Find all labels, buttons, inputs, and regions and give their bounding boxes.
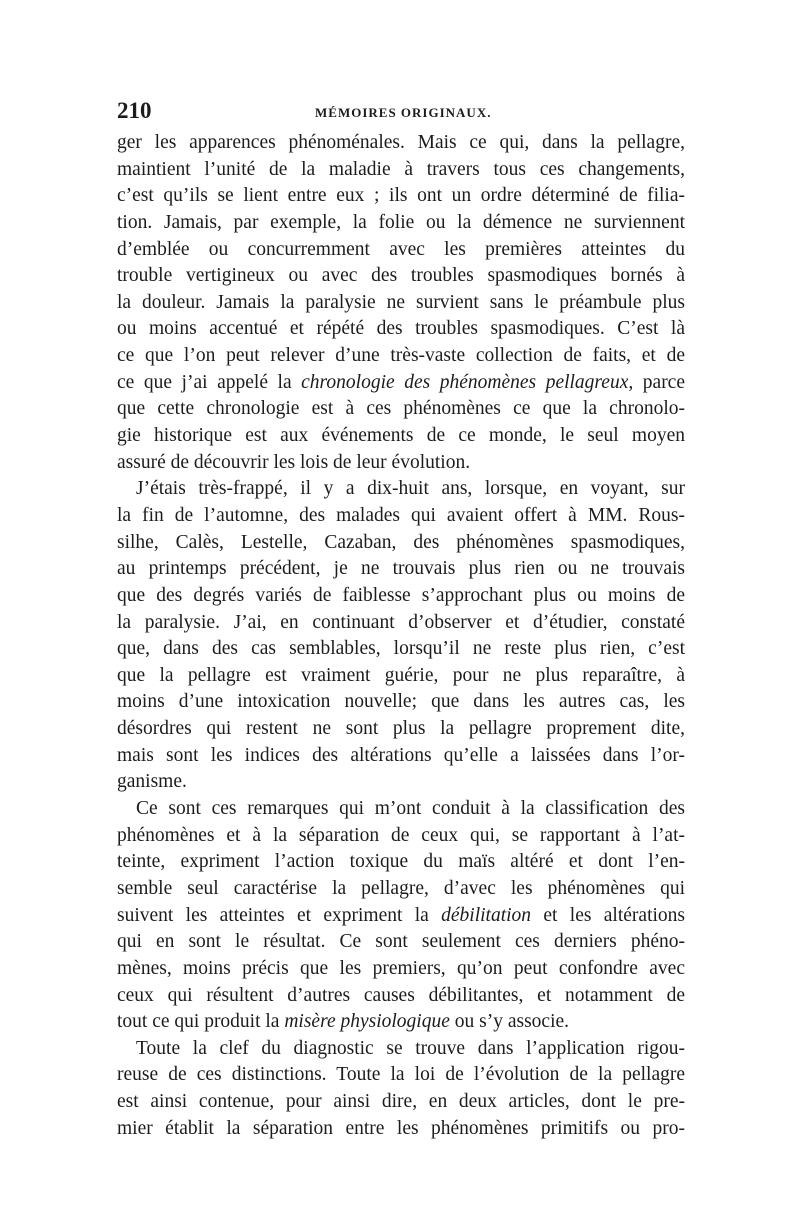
text-segment: tout ce qui produit la [117, 1011, 285, 1033]
text-line: silhe, Calès, Lestelle, Cazaban, des phénomènes spasmodiques, [117, 531, 685, 553]
text-line: semble seul caractérise la pellagre, d’avec les phénomènes qui [117, 877, 685, 899]
running-title: MÉMOIRES ORIGINAUX. [315, 105, 492, 120]
text-line: ceux qui résultent d’autres causes débilitantes, et notamment de [117, 984, 685, 1006]
text-line: gie historique est aux événements de ce monde, le seul moyen [117, 425, 685, 447]
text-line: est ainsi contenue, pour ainsi dire, en deux articles, dont le pre- [117, 1091, 685, 1113]
body-text [117, 130, 685, 1142]
text-line [117, 1009, 685, 1036]
text-line: au printemps précédent, je ne trouvais plus rien ou ne trouvais [117, 558, 685, 580]
text-line: ger les apparences phénoménales. Mais ce qui, dans la pellagre, [117, 132, 685, 153]
text-line: reuse de ces distinctions. Toute la loi de l’évolution de la pellagre [117, 1064, 685, 1086]
italic-term: misère physiologique [284, 1011, 450, 1033]
text-line: désordres qui restent ne sont plus la pellagre proprement dite, [117, 718, 685, 740]
italic-term: débilitation [441, 904, 532, 926]
text-segment: et les altérations [531, 904, 685, 926]
text-line: ce que l’on peut relever d’une très-vaste collection de faits, et de [117, 345, 685, 367]
text-line: Ce sont ces remarques qui m’ont conduit à la classification des [136, 798, 685, 820]
text-line: la fin de l’automne, des malades qui avaient offert à MM. Rous- [117, 504, 685, 526]
page-number: 210 [117, 98, 152, 123]
text-line: que la pellagre est vraiment guérie, pour ne plus reparaître, à [117, 664, 685, 686]
text-line: Toute la clef du diagnostic se trouve dans l’application rigou- [136, 1037, 685, 1059]
text-line: ou moins accentué et répété des troubles spasmodiques. C’est là [117, 318, 685, 340]
text-line: c’est qu’ils se lient entre eux ; ils ont un ordre déterminé de filia- [117, 185, 685, 207]
text-line: mais sont les indices des altérations qu’elle a laissées dans l’or- [117, 744, 685, 766]
text-line: ganisme. [117, 771, 187, 793]
text-line: mènes, moins précis que les premiers, qu’on peut confondre avec [117, 957, 685, 979]
text-line: la douleur. Jamais la paralysie ne survient sans le préambule plus [117, 291, 685, 313]
text-line: d’emblée ou concurremment avec les premières atteintes du [117, 238, 685, 260]
page-header [117, 98, 685, 128]
text-line: maintient l’unité de la maladie à travers tous ces changements, [117, 158, 685, 180]
text-line: phénomènes et à la séparation de ceux qui, se rapportant à l’at- [117, 824, 685, 846]
text-line: teinte, expriment l’action toxique du maïs altéré et dont l’en- [117, 851, 685, 873]
text-segment: ce que j’ai appelé la [117, 371, 302, 393]
text-line: que des degrés variés de faiblesse s’approchant plus ou moins de [117, 584, 685, 606]
text-line: trouble vertigineux ou avec des troubles spasmodiques bornés à [117, 265, 685, 287]
text-line: mier établit la séparation entre les phénomènes primitifs ou pro- [117, 1117, 685, 1139]
text-line: la paralysie. J’ai, en continuant d’observer et d’étudier, constaté [117, 611, 685, 633]
text-line: assuré de découvrir les lois de leur évolution. [117, 451, 471, 473]
text-line: qui en sont le résultat. Ce sont seulement ces derniers phéno- [117, 931, 685, 953]
text-segment: parce [633, 371, 685, 393]
text-line: J’étais très-frappé, il y a dix-huit ans, lorsque, en voyant, sur [136, 478, 685, 500]
text-line [117, 903, 685, 930]
text-line: tion. Jamais, par exemple, la folie ou la démence ne surviennent [117, 211, 685, 233]
text-segment: ou s’y associe. [449, 1011, 570, 1033]
text-line: moins d’une intoxication nouvelle; que dans les autres cas, les [117, 691, 685, 713]
text-segment: suivent les atteintes et expriment la [117, 904, 442, 926]
text-line: que, dans des cas semblables, lorsqu’il ne reste plus rien, c’est [117, 638, 685, 660]
text-line: que cette chronologie est à ces phénomènes ce que la chronolo- [117, 398, 685, 420]
text-line [117, 370, 685, 397]
italic-term: chronologie des phénomènes pellagreux, [301, 371, 634, 393]
